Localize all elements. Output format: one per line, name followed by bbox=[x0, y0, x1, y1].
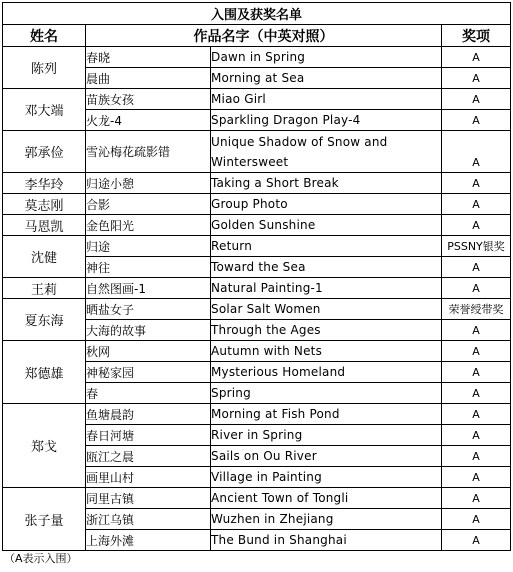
awards-table-body bbox=[3, 3, 511, 551]
footnote: （A表示入围） bbox=[4, 552, 78, 565]
award-cell: A bbox=[442, 362, 511, 383]
artist-name: 郑戈 bbox=[3, 404, 86, 488]
table-row bbox=[3, 131, 511, 173]
work-title-zh: 归途小憩 bbox=[86, 173, 211, 194]
award-cell: A bbox=[442, 404, 511, 425]
table-title: 入围及获奖名单 bbox=[3, 3, 511, 25]
award-cell: A bbox=[442, 341, 511, 362]
work-title-en: Golden Sunshine bbox=[211, 215, 442, 236]
work-title-en: Group Photo bbox=[211, 194, 442, 215]
award-cell: PSSNY银奖 bbox=[442, 236, 511, 257]
header-artist: 姓名 bbox=[3, 25, 86, 47]
awards-table bbox=[2, 2, 511, 551]
artist-name: 沈健 bbox=[3, 236, 86, 278]
work-title-zh: 神秘家园 bbox=[86, 362, 211, 383]
artist-name: 郭承俭 bbox=[3, 131, 86, 173]
award-cell: A bbox=[442, 320, 511, 341]
work-title-en: Wuzhen in Zhejiang bbox=[211, 509, 442, 530]
work-title-zh: 上海外滩 bbox=[86, 530, 211, 551]
work-title-en: Return bbox=[211, 236, 442, 257]
work-title-en: Miao Girl bbox=[211, 89, 442, 110]
work-title-zh: 金色阳光 bbox=[86, 215, 211, 236]
work-title-en: The Bund in Shanghai bbox=[211, 530, 442, 551]
work-title-zh: 春 bbox=[86, 383, 211, 404]
work-title-en: Unique Shadow of Snow and Wintersweet bbox=[211, 131, 442, 173]
award-cell: A bbox=[442, 47, 511, 68]
work-title-en: Autumn with Nets bbox=[211, 341, 442, 362]
work-title-en: Spring bbox=[211, 383, 442, 404]
table-row bbox=[3, 278, 511, 299]
work-title-zh: 画里山村 bbox=[86, 467, 211, 488]
work-title-zh: 瓯江之晨 bbox=[86, 446, 211, 467]
table-row bbox=[3, 194, 511, 215]
work-title-en: Sails on Ou River bbox=[211, 446, 442, 467]
work-title-zh: 浙江乌镇 bbox=[86, 509, 211, 530]
award-cell: A bbox=[442, 173, 511, 194]
work-title-en: Village in Painting bbox=[211, 467, 442, 488]
work-title-en: Mysterious Homeland bbox=[211, 362, 442, 383]
artist-name: 马恩凯 bbox=[3, 215, 86, 236]
work-title-zh: 苗族女孩 bbox=[86, 89, 211, 110]
work-title-zh: 自然图画-1 bbox=[86, 278, 211, 299]
title-row bbox=[3, 3, 511, 25]
artist-name: 夏东海 bbox=[3, 299, 86, 341]
table-row bbox=[3, 47, 511, 68]
artist-name: 王莉 bbox=[3, 278, 86, 299]
award-cell: A bbox=[442, 488, 511, 509]
table-row bbox=[3, 173, 511, 194]
award-cell: A bbox=[442, 509, 511, 530]
work-title-zh: 火龙-4 bbox=[86, 110, 211, 131]
work-title-zh: 秋网 bbox=[86, 341, 211, 362]
work-title-en: Through the Ages bbox=[211, 320, 442, 341]
artist-name: 郑德雄 bbox=[3, 341, 86, 404]
award-cell: A bbox=[442, 68, 511, 89]
work-title-zh: 大海的故事 bbox=[86, 320, 211, 341]
table-row bbox=[3, 341, 511, 362]
work-title-en: Natural Painting-1 bbox=[211, 278, 442, 299]
work-title-zh: 归途 bbox=[86, 236, 211, 257]
work-title-en: Morning at Fish Pond bbox=[211, 404, 442, 425]
table-row bbox=[3, 215, 511, 236]
award-cell: A bbox=[442, 278, 511, 299]
work-title-zh: 同里古镇 bbox=[86, 488, 211, 509]
award-cell: A bbox=[442, 131, 511, 173]
work-title-zh: 鱼塘晨韵 bbox=[86, 404, 211, 425]
award-cell: A bbox=[442, 194, 511, 215]
award-cell: A bbox=[442, 467, 511, 488]
work-title-en: Sparkling Dragon Play-4 bbox=[211, 110, 442, 131]
work-title-zh: 雪沁梅花疏影错 bbox=[86, 131, 211, 173]
award-cell: A bbox=[442, 215, 511, 236]
work-title-en: Morning at Sea bbox=[211, 68, 442, 89]
artist-name: 邓大端 bbox=[3, 89, 86, 131]
table-row bbox=[3, 236, 511, 257]
work-title-zh: 春日河塘 bbox=[86, 425, 211, 446]
award-cell: A bbox=[442, 110, 511, 131]
work-title-en: Toward the Sea bbox=[211, 257, 442, 278]
work-title-en: River in Spring bbox=[211, 425, 442, 446]
table-row bbox=[3, 404, 511, 425]
work-title-en: Ancient Town of Tongli bbox=[211, 488, 442, 509]
table-row bbox=[3, 89, 511, 110]
work-title-en: Dawn in Spring bbox=[211, 47, 442, 68]
work-title-en: Taking a Short Break bbox=[211, 173, 442, 194]
work-title-zh: 晒盐女子 bbox=[86, 299, 211, 320]
artist-name: 张子量 bbox=[3, 488, 86, 551]
artist-name: 莫志刚 bbox=[3, 194, 86, 215]
award-cell: A bbox=[442, 530, 511, 551]
artist-name: 李华玲 bbox=[3, 173, 86, 194]
table-row bbox=[3, 299, 511, 320]
award-cell: A bbox=[442, 446, 511, 467]
award-cell: A bbox=[442, 89, 511, 110]
table-row bbox=[3, 488, 511, 509]
award-cell: 荣誉绶带奖 bbox=[442, 299, 511, 320]
award-cell: A bbox=[442, 425, 511, 446]
work-title-zh: 神往 bbox=[86, 257, 211, 278]
work-title-en: Solar Salt Women bbox=[211, 299, 442, 320]
work-title-zh: 晨曲 bbox=[86, 68, 211, 89]
award-cell: A bbox=[442, 257, 511, 278]
header-row bbox=[3, 25, 511, 47]
header-work: 作品名字（中英对照） bbox=[86, 25, 442, 47]
artist-name: 陈列 bbox=[3, 47, 86, 89]
work-title-zh: 春晓 bbox=[86, 47, 211, 68]
work-title-zh: 合影 bbox=[86, 194, 211, 215]
header-award: 奖项 bbox=[442, 25, 511, 47]
award-cell: A bbox=[442, 383, 511, 404]
